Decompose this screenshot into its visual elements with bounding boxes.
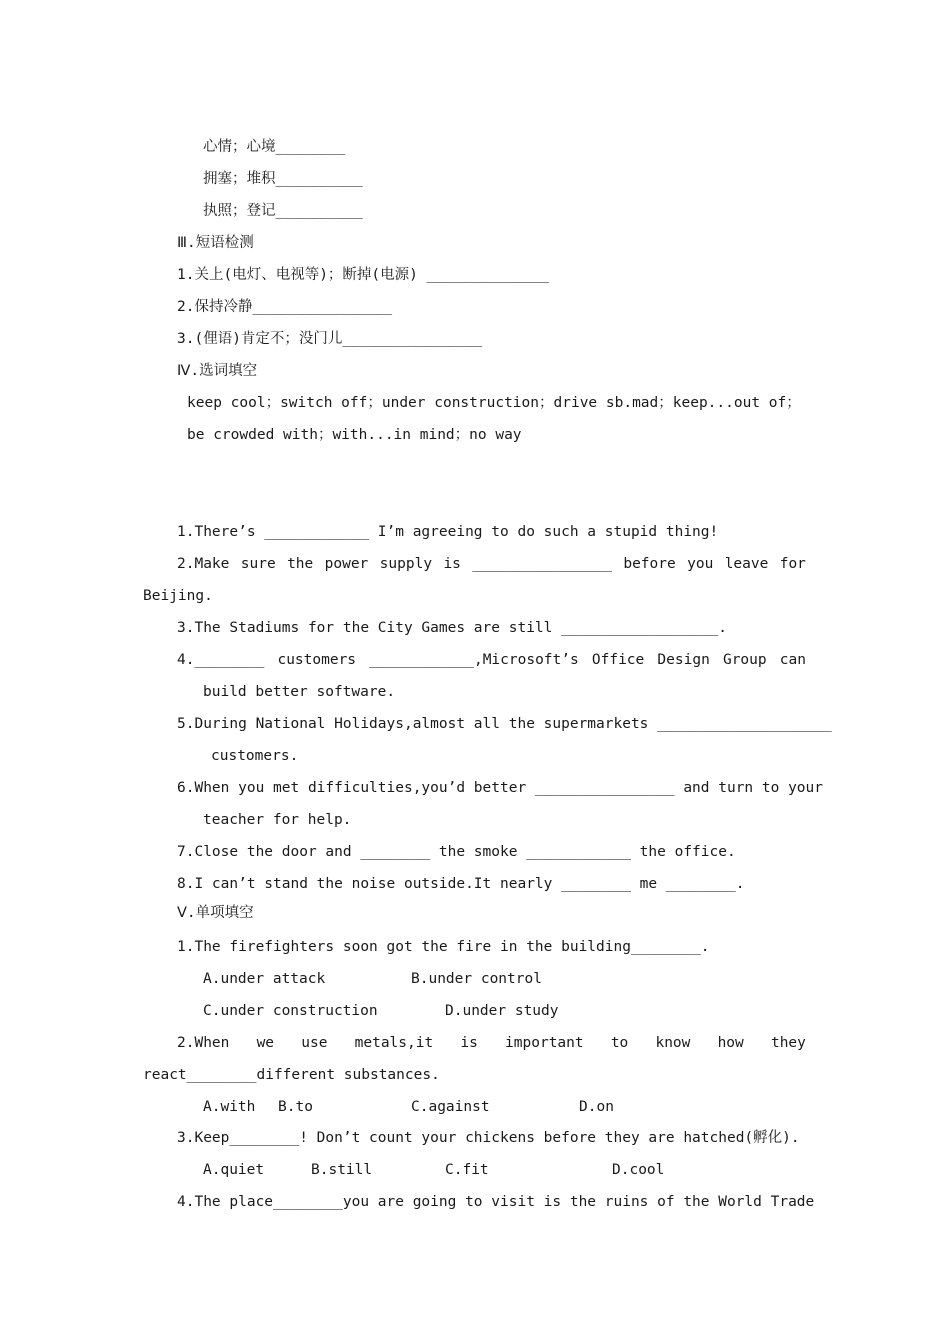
vocab-line-2: 拥塞；堆积__________ [203,171,363,187]
word: sure [240,556,276,572]
fill-question-4 [177,650,806,670]
option-1c: C.under construction [203,1003,378,1019]
word: we [256,1035,275,1051]
word: Design [657,652,710,668]
fill-question-2 [177,554,806,574]
word: power [324,556,369,572]
word: 4.________ [177,652,265,668]
option-1b: B.under control [411,971,542,987]
word: is [443,556,461,572]
word: know [655,1035,691,1051]
phrase-item-2: 2.保持冷静________________ [177,299,393,315]
fill-question-1: 1.There’s ____________ I’m agreeing to do such a stupid thing! [177,524,719,540]
section-3-title: Ⅲ.短语检测 [177,235,254,251]
option-2d: D.on [579,1099,614,1115]
option-3c: C.fit [445,1162,489,1178]
option-2c: C.against [411,1099,490,1115]
option-1d: D.under study [445,1003,559,1019]
word: leave [724,556,769,572]
option-3a: A.quiet [203,1162,265,1178]
word: the [287,556,314,572]
word: they [770,1035,806,1051]
choice-question-4: 4.The place________you are going to visit is the ruins of the World Trade [177,1194,815,1210]
word: can [779,652,806,668]
word: use [301,1035,328,1051]
phrase-item-1: 1.关上(电灯、电视等)；断掉(电源) ______________ [177,267,549,283]
option-2a: A.with [203,1099,256,1115]
choice-question-2 [177,1033,806,1053]
word: Group [722,652,767,668]
word-box-line-1: keep cool；switch off；under construction；drive sb.mad；keep...out of； [187,395,801,411]
fill-question-6: 6.When you met difficulties,you’d better ________________ and turn to your [177,780,824,796]
option-3d: D.cool [612,1162,665,1178]
word: you [687,556,714,572]
fill-question-2-continued: Beijing. [143,588,213,604]
fill-question-3: 3.The Stadiums for the City Games are still __________________. [177,620,727,636]
word: important [505,1035,584,1051]
word: before [623,556,676,572]
fill-question-5-continued: customers. [211,748,299,764]
choice-question-3: 3.Keep________! Don’t count your chickens before they are hatched(孵化). [177,1130,800,1146]
vocab-line-3: 执照；登记__________ [203,203,363,219]
word: ________________ [472,556,612,572]
option-3b: B.still [311,1162,373,1178]
word: customers [277,652,357,668]
word: 2.Make [177,556,230,572]
word: is [460,1035,478,1051]
fill-question-6-continued: teacher for help. [203,812,352,828]
fill-question-7: 7.Close the door and ________ the smoke ____________ the office. [177,844,736,860]
word: Office [591,652,645,668]
word: supply [379,556,433,572]
word: 2.When [177,1035,230,1051]
word: for [779,556,806,572]
word: how [717,1035,744,1051]
section-5-title: Ⅴ.单项填空 [177,905,254,921]
choice-question-1: 1.The firefighters soon got the fire in the building________. [177,939,710,955]
phrase-item-3: 3.(俚语)肯定不；没门儿________________ [177,331,483,347]
option-1a: A.under attack [203,971,326,987]
option-2b: B.to [278,1099,313,1115]
word-box-line-2: be crowded with；with...in mind；no way [187,427,522,443]
word: ____________,Microsoft’s [369,652,579,668]
choice-question-2-continued: react________different substances. [143,1067,440,1083]
word: metals,it [354,1035,434,1051]
vocab-line-1: 心情；心境________ [203,139,346,155]
fill-question-8: 8.I can’t stand the noise outside.It nearly ________ me ________. [177,876,745,892]
word: to [610,1035,629,1051]
section-4-title: Ⅳ.选词填空 [177,363,258,379]
fill-question-4-continued: build better software. [203,684,396,700]
fill-question-5: 5.During National Holidays,almost all the supermarkets ____________________ [177,716,832,732]
